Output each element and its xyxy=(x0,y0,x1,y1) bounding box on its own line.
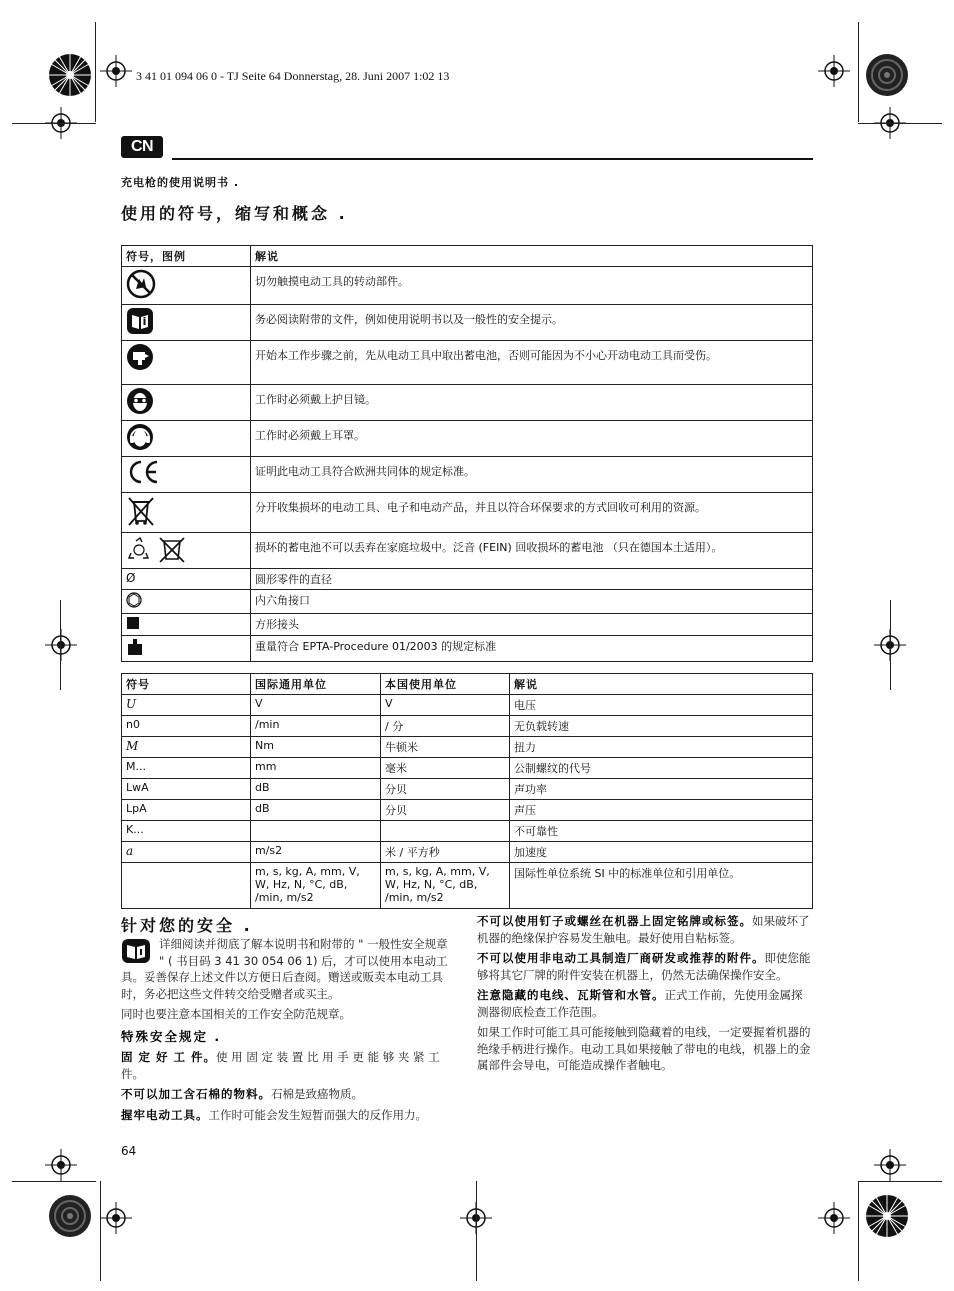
symbol-cell: LwA xyxy=(122,779,251,800)
intl-unit-cell: /min xyxy=(251,716,381,737)
symbol-cell xyxy=(122,716,251,737)
safety-item-text: 即使您能够将其它厂牌的附件安装在机器上，仍然无法确保操作安全。 xyxy=(477,951,811,982)
description-cell: 证明此电动工具符合欧洲共同体的规定标准。 xyxy=(251,457,813,493)
safety-item-text: 工作时可能会发生短暂而强大的反作用力。 xyxy=(208,1107,427,1122)
color-wheel-top-right xyxy=(864,52,910,98)
local-unit-cell: 毫米 xyxy=(381,758,510,779)
symbol-cell xyxy=(122,457,251,493)
safety-note: 同时也要注意本国相关的工作安全防范规章。 xyxy=(121,1007,351,1021)
color-wheel-bottom-right xyxy=(864,1193,910,1239)
color-wheel-top-left xyxy=(47,52,93,98)
local-unit-cell: 分贝 xyxy=(381,800,510,821)
table-row xyxy=(122,636,813,662)
safety-section-title: 针对您的安全 . xyxy=(121,916,253,935)
page-number: 64 xyxy=(121,1144,137,1158)
symbol-cell xyxy=(122,305,251,341)
eye-protection-icon xyxy=(126,387,154,418)
read-manual-icon xyxy=(126,307,154,338)
table-row xyxy=(122,716,813,737)
local-unit-cell xyxy=(381,821,510,842)
ce-mark-icon xyxy=(126,459,160,488)
safety-item xyxy=(121,1086,451,1103)
crop-line xyxy=(858,22,859,122)
local-unit-cell: 牛顿米 xyxy=(381,737,510,758)
description-cell: 国际性单位系统 SI 中的标准单位和引用单位。 xyxy=(510,863,813,909)
table-row xyxy=(122,385,813,421)
table-header-row xyxy=(122,246,813,267)
symbol-cell: K... xyxy=(122,821,251,842)
description-cell: 工作时必须戴上耳罩。 xyxy=(251,421,813,457)
registration-mark-bottom-left xyxy=(100,1202,132,1234)
description-cell: 切勿触摸电动工具的转动部件。 xyxy=(251,267,813,305)
local-unit-cell: 分贝 xyxy=(381,779,510,800)
read-manual-icon xyxy=(121,938,151,964)
header-rule xyxy=(172,158,813,160)
column-header: 解说 xyxy=(510,674,813,695)
description-cell: 务必阅读附带的文件，例如使用说明书以及一般性的安全提示。 xyxy=(251,305,813,341)
description-cell: 工作时必须戴上护目镜。 xyxy=(251,385,813,421)
safety-item-heading: 固 定 好 工 件。 xyxy=(121,1050,217,1064)
table-row xyxy=(122,267,813,305)
remove-battery-icon xyxy=(126,343,154,374)
symbol-cell xyxy=(122,590,251,614)
table-header-row xyxy=(122,674,813,695)
description-cell: 电压 xyxy=(510,695,813,716)
description-cell: 加速度 xyxy=(510,842,813,863)
safety-item-heading: 注意隐藏的电线、瓦斯管和水管。 xyxy=(477,988,665,1002)
diameter-icon: Ø xyxy=(126,571,136,585)
description-cell: 声功率 xyxy=(510,779,813,800)
safety-left-column xyxy=(121,936,451,1127)
safety-item-text: 石棉是致癌物质。 xyxy=(271,1087,363,1101)
column-header: 解说 xyxy=(251,246,813,267)
table-row xyxy=(122,758,813,779)
table-row xyxy=(122,695,813,716)
description-cell: 方形接头 xyxy=(251,614,813,636)
table-row xyxy=(122,800,813,821)
ear-protection-icon xyxy=(126,423,154,454)
safety-item-heading: 不可以使用非电动工具制造厂商研发或推荐的附件。 xyxy=(477,951,765,965)
intl-unit-cell: m/s2 xyxy=(251,842,381,863)
safety-right-column xyxy=(477,913,813,1078)
symbol-cell xyxy=(122,533,251,569)
symbol-cell: LpA xyxy=(122,800,251,821)
document-subtitle: 充电枪的使用说明书 . xyxy=(121,176,240,189)
table-row xyxy=(122,341,813,385)
registration-mark-bottom-right xyxy=(818,1202,850,1234)
symbol-cell xyxy=(122,385,251,421)
safety-intro-paragraph xyxy=(121,936,451,1002)
table-row xyxy=(122,590,813,614)
safety-item xyxy=(477,1024,813,1074)
intl-unit-cell: V xyxy=(251,695,381,716)
color-wheel-bottom-left xyxy=(47,1193,93,1239)
symbol-cell xyxy=(122,493,251,533)
safety-item xyxy=(477,950,813,983)
safety-item xyxy=(121,1049,451,1082)
column-header: 本国使用单位 xyxy=(381,674,510,695)
symbol-cell xyxy=(122,614,251,636)
symbol-cell: a xyxy=(122,842,251,863)
local-unit-cell: 米 / 平方秒 xyxy=(381,842,510,863)
hexagon-icon xyxy=(126,592,142,611)
intl-unit-cell: dB xyxy=(251,800,381,821)
local-unit-cell: m, s, kg, A, mm, V, W, Hz, N, °C, dB, /min, m/s2 xyxy=(381,863,510,909)
local-unit-cell: V xyxy=(381,695,510,716)
weight-icon xyxy=(126,638,144,659)
registration-mark-top-right xyxy=(818,55,850,87)
symbol-cell: U xyxy=(122,695,251,716)
print-slug: 3 41 01 094 06 0 - TJ Seite 64 Donnerstag, 28. Juni 2007 1:02 13 xyxy=(136,69,450,83)
description-cell: 损坏的蓄电池不可以丢弃在家庭垃圾中。泛音 (FEIN) 回收损坏的蓄电池 （只在德国本土适用）。 xyxy=(251,533,813,569)
safety-intro-text: 详细阅读并彻底了解本说明书和附带的 " 一般性安全规章 " ( 书目码 3 41 30 054 06 1) 后，才可以使用本电动工具。妥善保存上述文件以方便日后查阅。赠送或贩卖本电动工具时，务必把这些文件转交给受赠者或买主。 xyxy=(121,937,448,1001)
table-row xyxy=(122,614,813,636)
crop-line xyxy=(100,1181,101,1281)
registration-mark-left-lower xyxy=(45,1149,77,1181)
intl-unit-cell: m, s, kg, A, mm, V, W, Hz, N, °C, dB, /min, m/s2 xyxy=(251,863,381,909)
crop-line xyxy=(858,1181,859,1281)
description-cell: 扭力 xyxy=(510,737,813,758)
symbol-cell xyxy=(122,863,251,909)
column-header: 国际通用单位 xyxy=(251,674,381,695)
registration-mark-top-left xyxy=(100,55,132,87)
column-header: 符号，图例 xyxy=(122,246,251,267)
intl-unit-cell: Nm xyxy=(251,737,381,758)
intl-unit-cell: dB xyxy=(251,779,381,800)
crop-line xyxy=(476,1181,477,1281)
safety-item-text: 正式工作前，先使用金属探测器彻底检查工作范围。 xyxy=(477,988,803,1019)
description-cell: 声压 xyxy=(510,800,813,821)
description-cell: 分开收集损坏的电动工具、电子和电动产品，并且以符合环保要求的方式回收可利用的资源。 xyxy=(251,493,813,533)
table-row xyxy=(122,305,813,341)
table-row xyxy=(122,421,813,457)
symbol-text: n0 xyxy=(126,718,140,731)
safety-item-text: 如果工作时可能工具可能接触到隐藏着的电线，一定要握着机器的绝缘手柄进行操作。电动工具如果接触了带电的电线，机器上的金属部件会导电，可能造成操作者触电。 xyxy=(477,1025,811,1072)
safety-item-heading: 不可以使用钉子或螺丝在机器上固定铭牌或标签。 xyxy=(477,914,752,928)
table-row xyxy=(122,842,813,863)
description-cell: 圆形零件的直径 xyxy=(251,569,813,590)
no-touch-rotating-icon xyxy=(126,269,156,302)
intl-unit-cell xyxy=(251,821,381,842)
description-cell: 重量符合 EPTA-Procedure 01/2003 的规定标准 xyxy=(251,636,813,662)
symbol-cell: M xyxy=(122,737,251,758)
description-cell: 不可靠性 xyxy=(510,821,813,842)
symbol-cell xyxy=(122,341,251,385)
description-cell: 内六角接口 xyxy=(251,590,813,614)
language-badge: CN xyxy=(121,136,163,158)
table-row xyxy=(122,569,813,590)
safety-item-heading: 不可以加工含石棉的物料。 xyxy=(121,1087,271,1101)
description-cell: 公制螺纹的代号 xyxy=(510,758,813,779)
symbol-cell: M... xyxy=(122,758,251,779)
crop-line xyxy=(12,123,96,124)
crossed-bin-icon xyxy=(126,495,156,530)
symbol-cell xyxy=(122,636,251,662)
safety-item-text: 如果破坏了机器的绝缘保护容易发生触电。最好使用自粘标签。 xyxy=(477,914,810,945)
column-header: 符号 xyxy=(122,674,251,695)
table-row xyxy=(122,533,813,569)
registration-mark-right-lower xyxy=(874,1149,906,1181)
crop-line xyxy=(890,600,891,690)
safety-item-text: 使 用 固 定 装 置 比 用 手 更 能 够 夹 紧 工件。 xyxy=(121,1050,440,1081)
intl-unit-cell: mm xyxy=(251,758,381,779)
table-row xyxy=(122,457,813,493)
description-cell: 无负载转速 xyxy=(510,716,813,737)
description-cell: 开始本工作步骤之前，先从电动工具中取出蓄电池，否则可能因为不小心开动电动工具而受伤。 xyxy=(251,341,813,385)
safety-item-heading: 握牢电动工具。 xyxy=(121,1107,209,1122)
square-drive-icon xyxy=(126,616,140,633)
crop-line xyxy=(858,123,942,124)
safety-item xyxy=(477,913,813,946)
symbols-table xyxy=(121,245,813,662)
crop-line xyxy=(95,22,96,122)
safety-item xyxy=(121,1107,451,1124)
document-title: 使用的符号，缩写和概念 . xyxy=(121,204,348,223)
safety-item xyxy=(477,987,813,1020)
units-table xyxy=(121,673,813,909)
special-rules-title: 特殊安全规定 . xyxy=(121,1028,222,1044)
table-row xyxy=(122,821,813,842)
table-row xyxy=(122,863,813,909)
crop-line xyxy=(12,1181,96,1182)
symbol-cell xyxy=(122,267,251,305)
symbol-cell xyxy=(122,421,251,457)
table-row xyxy=(122,737,813,758)
table-row xyxy=(122,493,813,533)
local-unit-cell: / 分 xyxy=(381,716,510,737)
table-row xyxy=(122,779,813,800)
symbol-cell xyxy=(122,569,251,590)
crop-line xyxy=(858,1181,942,1182)
battery-recycle-icon xyxy=(126,535,188,566)
registration-mark-left-middle xyxy=(45,629,77,661)
crop-line xyxy=(60,600,61,690)
